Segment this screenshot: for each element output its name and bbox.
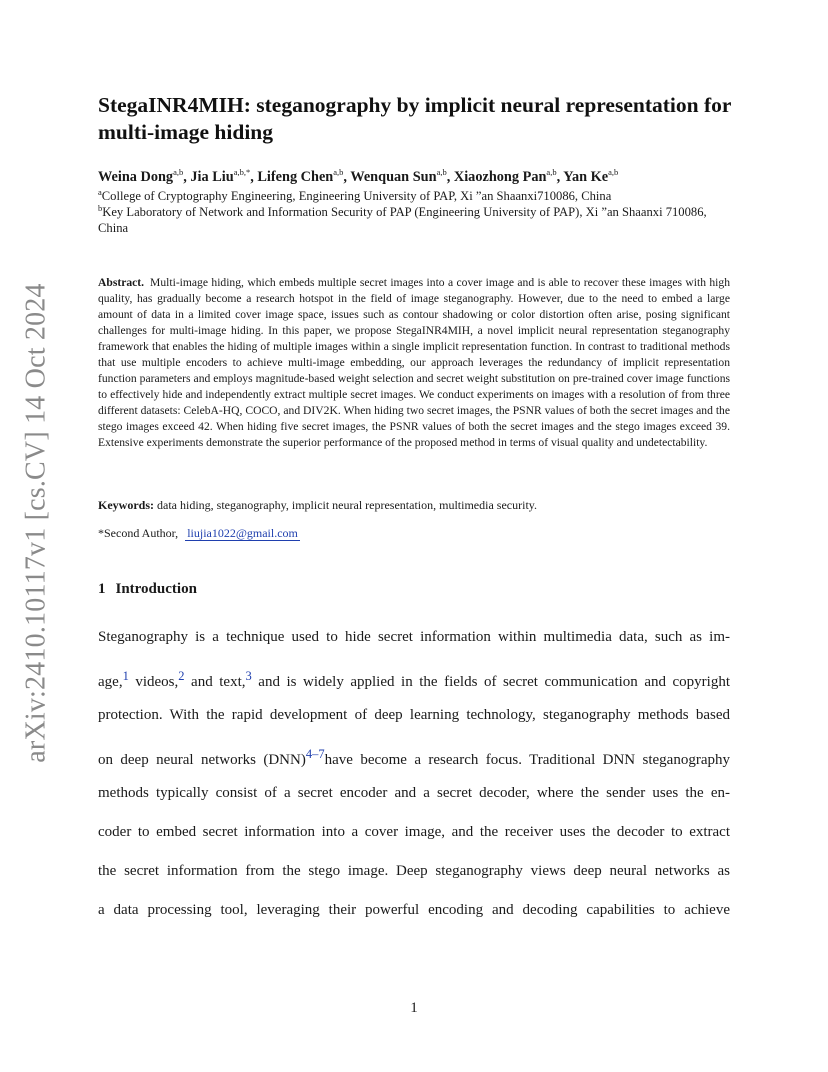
body-text: coder to embed secret information into a cover image, and the receiver uses the decoder to extract	[98, 824, 730, 840]
contact-label: *Second Author,	[98, 526, 179, 540]
citation-link[interactable]: 4–7	[305, 747, 325, 761]
page-number: 1	[410, 1000, 418, 1016]
body-text-line	[98, 860, 730, 882]
citation-link[interactable]: 1	[122, 669, 129, 683]
author-name: Yan Ke	[563, 169, 609, 185]
affiliation-a	[98, 188, 730, 204]
body-text: a data processing tool, leveraging their powerful encoding and decoding capabilities to achieve	[98, 902, 730, 918]
abstract	[98, 275, 730, 451]
body-text: have become a research focus. Traditional DNN steganography	[324, 752, 730, 768]
email-link[interactable]: liujia1022@gmail.com	[187, 526, 298, 540]
citation-link[interactable]: 3	[245, 669, 252, 683]
affiliation-mark: b	[98, 202, 103, 213]
body-text: the secret information from the stego image. Deep steganography views deep neural networks as	[98, 863, 730, 879]
body-text-line	[98, 821, 730, 843]
body-text: and text,	[184, 674, 246, 690]
body-text: age,	[98, 674, 123, 690]
body-text: and is widely applied in the fields of secret communication and copyright	[251, 674, 730, 690]
keywords-text: data hiding, steganography, implicit neural representation, multimedia security.	[157, 498, 537, 512]
body-text-line	[98, 899, 730, 921]
author-name: Wenquan Sun	[350, 169, 437, 185]
corresponding-author	[98, 525, 730, 541]
abstract-label: Abstract.	[98, 276, 145, 289]
author-affiliation-mark: a,b	[546, 167, 557, 178]
section-title: Introduction	[115, 581, 197, 597]
author-name: Xiaozhong Pan	[453, 169, 547, 185]
citation-link[interactable]: 2	[178, 669, 185, 683]
affiliation-b	[98, 204, 730, 236]
abstract-text: Multi-image hiding, which embeds multiple secret images into a cover image and is able to recover these images with high quality, has gradually become a research hotspot in the field of image steganography. However, due to the need to embed a large amount of data in a limited cover image space, issues such as contour shadowing or color distortion often arise, posing significant challenges for multi-image hiding. In this paper, we propose StegaINR4MIH, a novel implicit neural representation steganography framework that enables the hiding of multiple images within a single implicit representation function. In contrast to traditional methods that use multiple encoders to achieve multi-image embedding, our approach leverages the redundancy of implicit representation function parameters and employs magnitude-based weight selection and secret weight substitution on pre-trained cover image functions to effectively hide and independently extract multiple secret images. We conduct experiments on images with a resolution of from three different datasets: CelebA-HQ, COCO, and DIV2K. When hiding two secret images, the PSNR values of both the secret images and the stego images exceed 42. When hiding five secret images, the PSNR values of both the secret images and the stego images exceed 39. Extensive experiments demonstrate the superior performance of the proposed method in terms of visual quality and undetectability.	[98, 276, 730, 449]
affiliation-text: College of Cryptography Engineering, Engineering University of PAP, Xi ”an Shaanxi710086, China	[101, 189, 612, 203]
body-text-line	[98, 743, 730, 768]
paper-title: StegaINR4MIH: steganography by implicit neural representation for multi-image hiding	[98, 93, 732, 144]
body-text-line	[98, 782, 730, 804]
keywords	[98, 497, 730, 513]
section-number: 1	[98, 581, 106, 597]
author-name: Jia Liu	[190, 169, 234, 185]
author-affiliation-mark: a,b	[173, 167, 184, 178]
author-name: Lifeng Chen	[257, 169, 334, 185]
body-text-line	[98, 665, 730, 690]
body-text: methods typically consist of a secret encoder and a secret decoder, where the sender uses the en-	[98, 785, 730, 801]
affiliation-text: Key Laboratory of Network and Information Security of PAP (Engineering University of PAP), Xi ”an Shaanxi 710086, China	[98, 205, 707, 235]
body-text: protection. With the rapid development of deep learning technology, steganography methods based	[98, 707, 730, 723]
affiliation-mark: a	[98, 186, 102, 197]
body-text-line	[98, 626, 730, 648]
author-name: Weina Dong	[98, 169, 174, 185]
author-affiliation-mark: a,b	[436, 167, 447, 178]
author-list: Weina Dong$^{a,b}$, Jia Liu$^{a,b,*}$, Lifeng Chen$^{a,b}$, Wenquan Sun$^{a,b}$, Xiaozhong Pan$^{a,b}$, Yan Ke$^{a,b}$	[98, 167, 619, 185]
arxiv-identifier-text: arXiv:2410.10117v1 [cs.CV] 14 Oct 2024	[21, 283, 53, 763]
body-text: Steganography is a technique used to hide secret information within multimedia data, such as im-	[98, 629, 730, 645]
body-text-line	[98, 704, 730, 726]
author-affiliation-mark: a,b	[333, 167, 344, 178]
author-affiliation-mark: a,b,*	[233, 167, 251, 178]
keywords-label: Keywords:	[98, 498, 154, 512]
section-heading	[98, 579, 197, 599]
arxiv-identifier-stamp	[12, 283, 62, 763]
author-affiliation-mark: a,b	[608, 167, 619, 178]
body-text: videos,	[128, 674, 179, 690]
body-text: on deep neural networks (DNN)	[98, 752, 306, 768]
